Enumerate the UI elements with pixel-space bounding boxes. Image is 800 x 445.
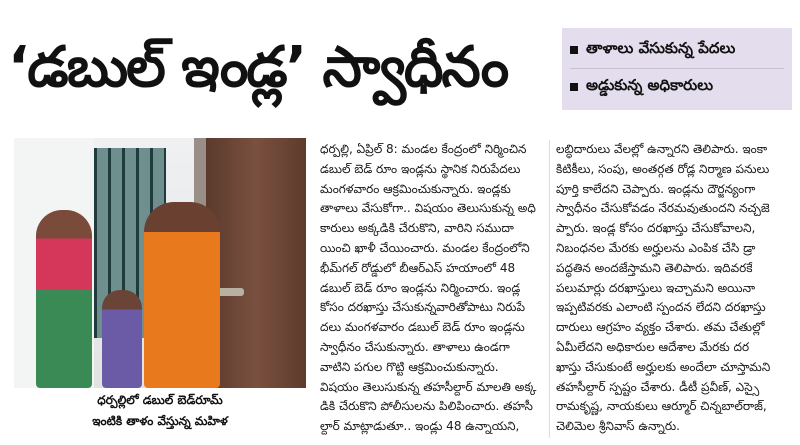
column-divider [549, 140, 550, 438]
text-line: భీమ్‌గల్ రోడ్డులో బీఆర్ఎస్ హయాంలో 48 [320, 260, 516, 275]
text-line: డికి చేరుకొని పోలీసులను పిలిపించారు. తహసీ [320, 399, 533, 414]
text-line: స్వాధీనం చేసుకున్నారు. తాళాలు ఉండగా [320, 339, 510, 354]
text-line: నిబంధనల మేరకు అర్హులను ఎంపిక చేసి డ్రా [556, 240, 756, 255]
article-column-1 [320, 140, 556, 438]
caption-line: ఇంటికి తాళం వేస్తున్న మహిళ [92, 414, 228, 428]
bullet-icon [570, 83, 578, 91]
text-line: ఏమీలేదని అధికారుల ఆదేశాల మేరకు దర [556, 339, 750, 354]
text-line: తాళాలు వేసుకోగా.. విషయం తెలుసుకున్న అధి [320, 201, 536, 216]
news-photo [14, 138, 306, 388]
text-line: మంగళవారం ఆక్రమించుకున్నారు. ఇండ్లకు [320, 181, 511, 196]
highlight-item [570, 68, 784, 105]
text-line: విషయం తెలుసుకున్న తహసీల్దార్ మాలతి అక్క [320, 379, 537, 394]
text-line: డబుల్ బెడ్ రూం ఇండ్లను స్థానిక నిరుపేదలు [320, 161, 521, 176]
headline: ‘డబుల్ ఇండ్ల’ స్వాధీనం [8, 35, 508, 100]
text-line: తహసీల్దార్ స్పష్టం చేశారు. డీటీ ప్రవీణ్, ఎస్సై [556, 379, 760, 394]
text-line: పూర్తి కాలేదని చెప్పారు. ఇండ్లను దౌర్జన్యంగా [556, 181, 756, 196]
text-line: పలుమార్లు దరఖాస్తులు ఇచ్చామని అయినా [556, 280, 756, 295]
text-line: స్వాధీనం చేసుకోవడం నేరమవుతుందని నచ్చజె [556, 201, 770, 216]
caption-line: ధర్పల్లిలో డబుల్ బెడ్‌రూమ్ [97, 393, 223, 407]
text-line: ల్దార్ మాట్లాడుతూ.. ఇండ్లు 48 ఉన్నాయని, [320, 419, 520, 434]
woman-in-green-saree [36, 210, 92, 388]
text-line: కిటికీలు, సంపు, అంతర్గత రోడ్ల నిర్మాణ పనులు [556, 161, 770, 176]
text-line: డబుల్ బెడ్ రూం ఇండ్లను నిర్మించారు. ఇండ్ల [320, 280, 521, 295]
text-line: ధర్పల్లి, ఏప్రిల్ 8: మండల కేంద్రంలో నిర్మించిన [320, 142, 527, 156]
child-figure [102, 290, 142, 388]
text-line: దారులు ఆగ్రహం వ్యక్తం చేశారు. తమ చేతుల్లో [556, 320, 765, 335]
text-line: కోసం దరఖాస్తు చేసుకున్నవారితోపాటు నిరుపే [320, 300, 525, 315]
highlight-text: అడ్డుకున్న అధికారులు [586, 76, 714, 94]
text-line: కారులు అక్కడికి చేరుకొని, వారిని సముదా [320, 221, 514, 236]
article-column-2 [556, 140, 792, 438]
text-line: లబ్ధిదారులు వేలల్లో ఉన్నారని తెలిపారు. ఇంకా [556, 142, 768, 156]
text-line: వాటిని పగుల గొట్టి ఆక్రమించుకున్నారు. [320, 359, 499, 374]
text-line: యించి ఖాళీ చేయించారు. మండల కేంద్రంలోని [320, 240, 530, 255]
photo-caption [14, 390, 306, 438]
highlight-text: తాళాలు వేసుకున్న పేదలు [586, 39, 736, 57]
bullet-icon [570, 46, 578, 54]
text-line: ప్పారు. ఇండ్ల కోసం దరఖాస్తు చేసుకోవాలని, [556, 221, 756, 236]
photo-door [206, 138, 306, 388]
text-line: రామకృష్ణ, నాయకులు ఆర్మూర్ చిన్నబాల్‌రాజ్, [556, 399, 767, 414]
text-line: ఇప్పటివరకు ఎలాంటి స్పందన లేదని దరఖాస్తు [556, 300, 766, 315]
text-line: పద్ధతిన అందజేస్తామని తెలిపారు. ఇదివరకే [556, 260, 753, 275]
highlights-box [562, 28, 792, 110]
highlight-item [570, 32, 784, 68]
woman-in-orange-saree [144, 202, 220, 388]
text-line: చెలిమెల శ్రీనివాస్ ఉన్నారు. [556, 419, 680, 434]
text-line: దలు మంగళవారం డబుల్ బెడ్ రూం ఇండ్లను [320, 320, 525, 335]
text-line: ఖాస్తు చేసుకుంటే అర్హులకు అందేలా చూస్తామని [556, 359, 771, 374]
